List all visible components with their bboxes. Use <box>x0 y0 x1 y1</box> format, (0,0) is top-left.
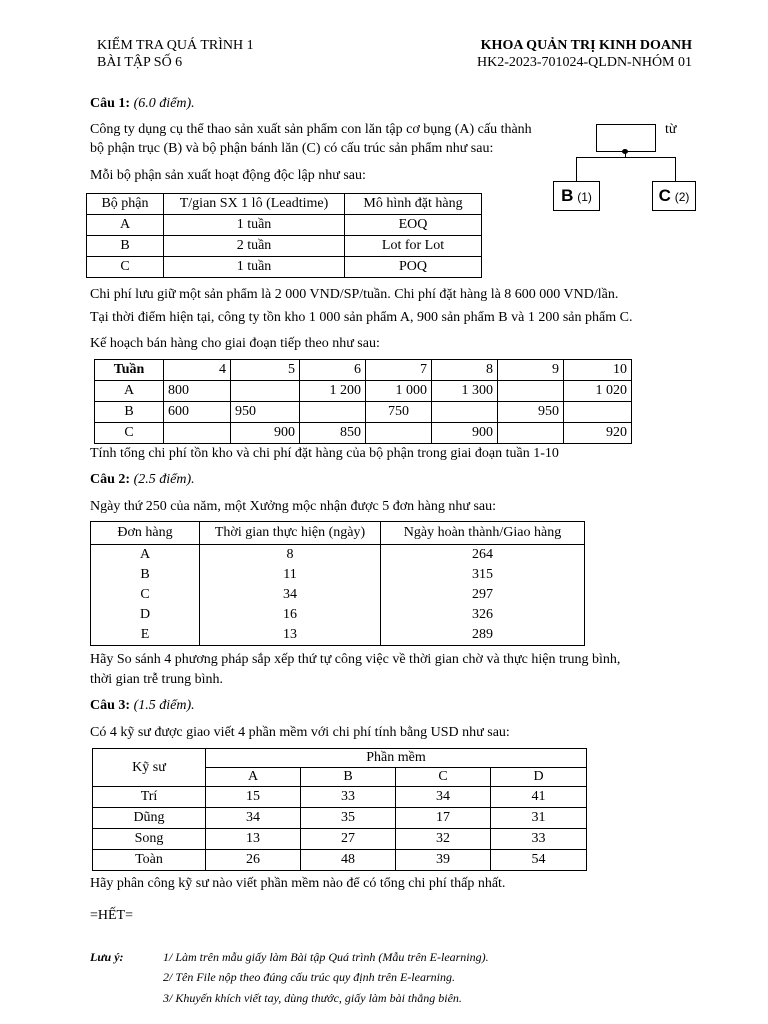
table-header-cell: Mô hình đặt hàng <box>345 194 482 215</box>
q1-paragraph1-line1: Công ty dụng cụ thể thao sản xuất sản phẩm con lăn tập cơ bụng (A) cấu thành <box>90 122 532 137</box>
table-header-cell: T/gian SX 1 lô (Leadtime) <box>164 194 345 215</box>
table-row <box>91 625 585 646</box>
table-cell: E <box>91 625 200 646</box>
table-cell <box>164 423 231 444</box>
table-cell: 8 <box>200 545 381 566</box>
q3-paragraph2: Hãy phân công kỹ sư nào viết phần mềm nào để có tổng chi phí thấp nhất. <box>90 876 506 891</box>
table-header-cell: Kỹ sư <box>93 749 206 787</box>
q3-paragraph1: Có 4 kỹ sư được giao viết 4 phần mềm với chi phí tính bằng USD như sau: <box>90 725 510 740</box>
note-item: 3/ Khuyến khích viết tay, dùng thước, giấy làm bài thẳng biên. <box>163 991 462 1005</box>
parts-table <box>86 193 482 278</box>
q1-paragraph4: Tại thời điểm hiện tại, công ty tồn kho 1 000 sản phẩm A, 900 sản phẩm B và 1 200 sản phẩm C. <box>90 310 633 325</box>
table-cell <box>498 423 564 444</box>
table-cell: 1 tuần <box>164 215 345 236</box>
table-cell: 35 <box>301 808 396 829</box>
table-cell: C <box>91 585 200 605</box>
table-cell: 34 <box>396 787 491 808</box>
table-row <box>93 850 587 871</box>
table-cell: 750 <box>366 402 432 423</box>
table-cell <box>366 423 432 444</box>
diagram-node-b <box>553 181 600 211</box>
table-cell: Lot for Lot <box>345 236 482 257</box>
table-cell: 54 <box>491 850 587 871</box>
q1-points: (6.0 điểm). <box>133 96 195 111</box>
node-c-label: C <box>658 186 671 205</box>
table-cell: 950 <box>231 402 300 423</box>
q1-paragraph1-line2: bộ phận trục (B) và bộ phận bánh lăn (C) có cấu trúc sản phẩm như sau: <box>90 141 494 156</box>
table-cell: D <box>91 605 200 625</box>
table-cell: Dũng <box>93 808 206 829</box>
table-cell: Trí <box>93 787 206 808</box>
table-cell: B <box>95 402 164 423</box>
table-header-cell: 8 <box>432 360 498 381</box>
end-mark: =HẾT= <box>90 908 134 923</box>
table-cell: Toàn <box>93 850 206 871</box>
table-cell: C <box>95 423 164 444</box>
table-header-cell: 4 <box>164 360 231 381</box>
table-row <box>93 808 587 829</box>
table-header-cell: D <box>491 768 587 787</box>
table-cell: A <box>91 545 200 566</box>
table-cell: 297 <box>381 585 585 605</box>
table-cell: 800 <box>164 381 231 402</box>
q1-paragraph5: Kế hoạch bán hàng cho giai đoạn tiếp theo như sau: <box>90 336 380 351</box>
table-row <box>95 402 632 423</box>
q2-paragraph1: Ngày thứ 250 của năm, một Xưởng mộc nhận được 5 đơn hàng như sau: <box>90 499 496 514</box>
table-cell: 600 <box>164 402 231 423</box>
table-cell: 900 <box>432 423 498 444</box>
table-header-cell: Đơn hàng <box>91 522 200 545</box>
table-cell: 326 <box>381 605 585 625</box>
table-row <box>95 381 632 402</box>
table-header-cell: B <box>301 768 396 787</box>
table-cell: 900 <box>231 423 300 444</box>
table-cell: 16 <box>200 605 381 625</box>
table-cell: 33 <box>301 787 396 808</box>
diagram-node-a <box>596 124 656 152</box>
table-cell: 315 <box>381 565 585 585</box>
table-cell: 26 <box>206 850 301 871</box>
diagram-connector <box>576 157 676 158</box>
table-cell <box>564 402 632 423</box>
table-header-cell: Ngày hoàn thành/Giao hàng <box>381 522 585 545</box>
sales-plan-table <box>94 359 632 444</box>
table-cell: 39 <box>396 850 491 871</box>
q3-points: (1.5 điểm). <box>133 698 195 713</box>
table-cell <box>498 381 564 402</box>
table-header-row <box>91 522 585 545</box>
q1-heading <box>90 96 195 112</box>
table-cell: Song <box>93 829 206 850</box>
table-cell: 48 <box>301 850 396 871</box>
table-cell: 1 000 <box>366 381 432 402</box>
q3-heading <box>90 698 195 714</box>
table-row <box>91 545 585 566</box>
node-c-qty: (2) <box>674 190 690 204</box>
table-header-cell: Tuần <box>95 360 164 381</box>
table-cell: 13 <box>200 625 381 646</box>
table-row <box>95 423 632 444</box>
table-cell: 34 <box>206 808 301 829</box>
node-b-label: B <box>561 186 574 205</box>
header-right-line2: HK2-2023-701024-QLDN-NHÓM 01 <box>476 55 692 70</box>
q2-points: (2.5 điểm). <box>133 472 195 487</box>
q2-paragraph2-line1: Hãy So sánh 4 phương pháp sắp xếp thứ tự công việc về thời gian chờ và thực hiện trung bình, <box>90 652 621 667</box>
table-header-cell: 5 <box>231 360 300 381</box>
diagram-connector <box>576 157 577 181</box>
table-row <box>91 605 585 625</box>
header-left-line1: KIỂM TRA QUÁ TRÌNH 1 <box>97 38 254 53</box>
table-header-cell: Bộ phận <box>87 194 164 215</box>
table-header-row <box>93 749 587 768</box>
table-cell: 11 <box>200 565 381 585</box>
q1-paragraph2: Mỗi bộ phận sản xuất hoạt động độc lập như sau: <box>90 168 366 183</box>
table-header-cell: C <box>396 768 491 787</box>
node-b-qty: (1) <box>577 190 592 204</box>
q2-heading <box>90 472 195 488</box>
table-row <box>87 257 482 278</box>
cost-table <box>92 748 587 871</box>
q2-title: Câu 2: <box>90 472 131 487</box>
table-cell <box>432 402 498 423</box>
table-header-cell: Phần mềm <box>206 749 587 768</box>
table-cell: 2 tuần <box>164 236 345 257</box>
table-row <box>87 215 482 236</box>
notes-label: Lưu ý: <box>90 950 124 964</box>
table-header-cell: Thời gian thực hiện (ngày) <box>200 522 381 545</box>
diagram-connector <box>675 157 676 181</box>
table-header-row <box>95 360 632 381</box>
q1-title: Câu 1: <box>90 96 131 111</box>
table-cell: A <box>95 381 164 402</box>
diagram-node-c <box>652 181 696 211</box>
table-cell: 920 <box>564 423 632 444</box>
q3-title: Câu 3: <box>90 698 131 713</box>
table-header-row <box>87 194 482 215</box>
table-row <box>93 829 587 850</box>
table-cell: 31 <box>491 808 587 829</box>
header-right-line1: KHOA QUẢN TRỊ KINH DOANH <box>480 38 692 53</box>
diagram-joint <box>622 149 628 154</box>
q1-paragraph6: Tính tổng chi phí tồn kho và chi phí đặt hàng của bộ phận trong giai đoạn tuần 1-10 <box>90 446 559 461</box>
table-cell: B <box>91 565 200 585</box>
table-cell: 289 <box>381 625 585 646</box>
table-cell: 15 <box>206 787 301 808</box>
table-cell: 32 <box>396 829 491 850</box>
table-cell: B <box>87 236 164 257</box>
note-item: 1/ Làm trên mẫu giấy làm Bài tập Quá trình (Mẫu trên E-learning). <box>163 950 489 964</box>
table-header-cell: 7 <box>366 360 432 381</box>
table-cell: POQ <box>345 257 482 278</box>
table-cell: 1 tuần <box>164 257 345 278</box>
table-cell: 34 <box>200 585 381 605</box>
table-cell: 264 <box>381 545 585 566</box>
table-header-cell: 9 <box>498 360 564 381</box>
table-cell: A <box>87 215 164 236</box>
header-left-line2: BÀI TẬP SỐ 6 <box>97 55 183 70</box>
q1-paragraph1-tail: từ <box>665 122 677 137</box>
table-cell <box>300 402 366 423</box>
q2-paragraph2-line2: thời gian trễ trung bình. <box>90 672 223 687</box>
table-cell: C <box>87 257 164 278</box>
table-cell: EOQ <box>345 215 482 236</box>
table-cell: 1 020 <box>564 381 632 402</box>
table-cell: 1 200 <box>300 381 366 402</box>
table-row <box>87 236 482 257</box>
table-row <box>91 565 585 585</box>
orders-table <box>90 521 585 646</box>
table-cell: 13 <box>206 829 301 850</box>
table-cell: 33 <box>491 829 587 850</box>
table-cell <box>231 381 300 402</box>
note-item: 2/ Tên File nộp theo đúng cấu trúc quy định trên E-learning. <box>163 970 455 984</box>
table-row <box>91 585 585 605</box>
table-header-cell: A <box>206 768 301 787</box>
table-row <box>93 787 587 808</box>
table-header-cell: 6 <box>300 360 366 381</box>
table-cell: 1 300 <box>432 381 498 402</box>
table-cell: 41 <box>491 787 587 808</box>
table-cell: 27 <box>301 829 396 850</box>
q1-paragraph3: Chi phí lưu giữ một sản phẩm là 2 000 VND/SP/tuần. Chi phí đặt hàng là 8 600 000 VND/lần. <box>90 287 619 302</box>
table-header-cell: 10 <box>564 360 632 381</box>
table-cell: 17 <box>396 808 491 829</box>
table-cell: 950 <box>498 402 564 423</box>
table-cell: 850 <box>300 423 366 444</box>
